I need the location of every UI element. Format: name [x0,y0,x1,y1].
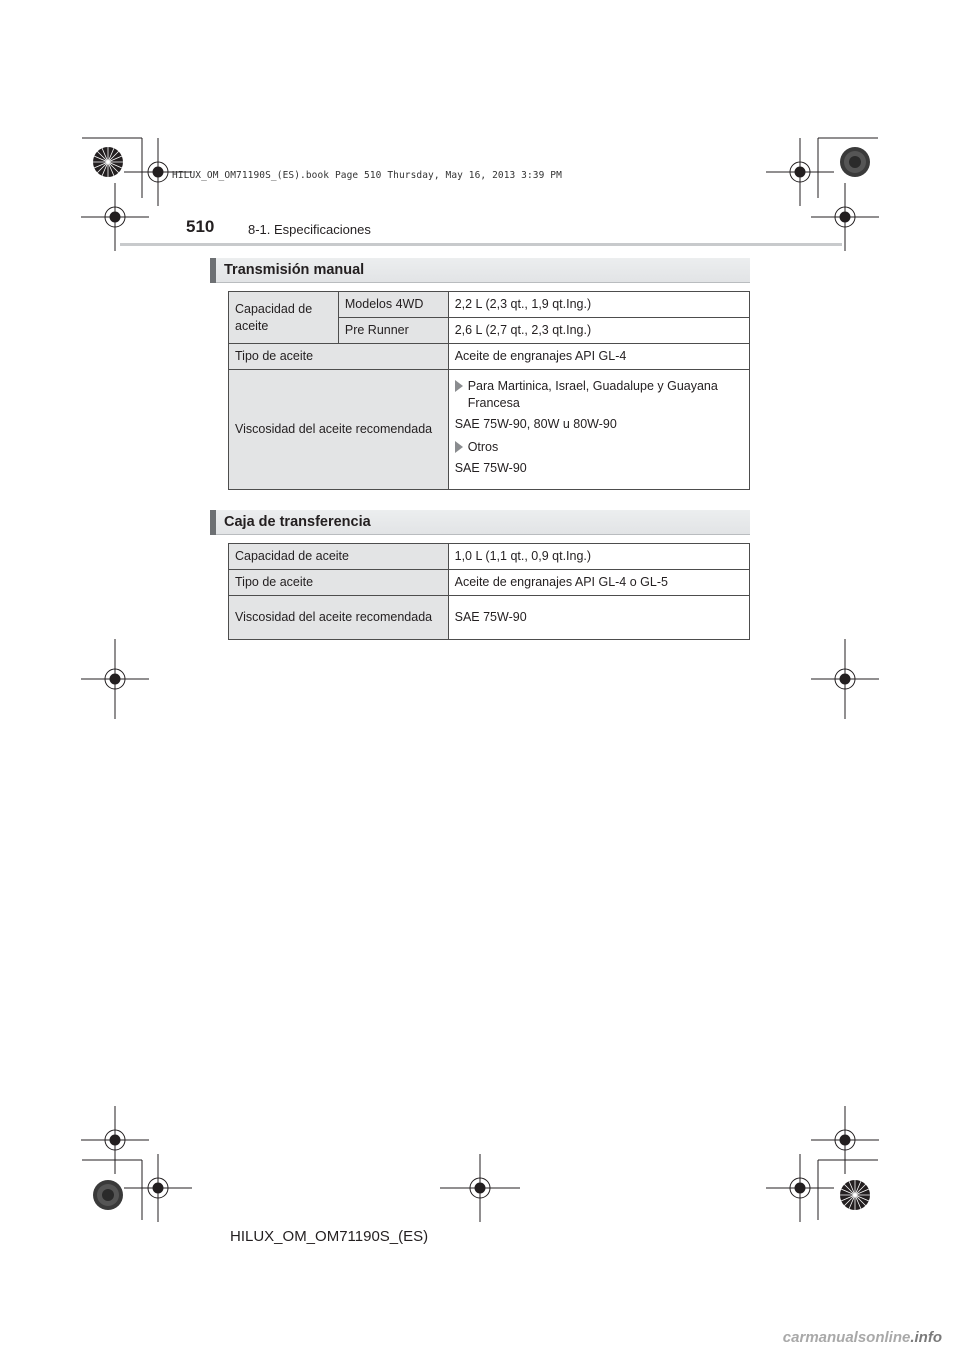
transfer-case-table [228,543,750,640]
starburst-icon [840,1180,870,1210]
crosshair-icon [766,138,834,206]
section-title: Transmisión manual [224,262,365,278]
crosshair-icon [81,639,149,719]
viscosity-value: SAE 75W-90 [448,596,749,640]
starburst-icon [93,1180,123,1210]
crosshair-icon [766,1154,834,1222]
crosshair-icon [811,1106,879,1174]
crosshair-icon [811,639,879,719]
model-4wd-label: Modelos 4WD [338,292,448,318]
section-heading-transfer-case [210,510,750,535]
table-row [229,344,750,370]
triangle-bullet-icon [455,380,463,392]
bullet-item [455,439,743,456]
watermark-brand: carmanualsonline [782,1329,911,1346]
oil-type-value: Aceite de engranajes API GL-4 o GL-5 [448,570,749,596]
oil-type-label: Tipo de aceite [229,344,449,370]
triangle-bullet-icon [455,441,463,453]
bullet-text: Para Martinica, Israel, Guadalupe y Guayana Francesa [467,379,718,410]
crosshair-icon [124,1154,192,1222]
capacity-value: 1,0 L (1,1 qt., 0,9 qt.Ing.) [448,544,749,570]
watermark-tld: .info [910,1329,942,1346]
viscosity-cell [448,370,749,490]
bullet-item [455,378,743,412]
crosshair-icon [81,1106,149,1174]
model-prerunner-value: 2,6 L (2,7 qt., 2,3 qt.Ing.) [448,318,749,344]
crosshair-icon [811,183,879,251]
section-title: Caja de transferencia [224,514,371,530]
table-row [229,292,750,318]
page-number: 510 [186,217,215,236]
starburst-icon [93,147,123,177]
model-4wd-value: 2,2 L (2,3 qt., 1,9 qt.Ing.) [448,292,749,318]
manual-transmission-table [228,291,750,490]
starburst-icon [840,147,870,177]
crosshair-icon [440,1154,520,1222]
table-row [229,370,750,490]
viscosity-value: SAE 75W-90, 80W u 80W-90 [454,417,617,431]
section-path: 8-1. Especificaciones [248,222,371,237]
viscosity-value: SAE 75W-90 [454,461,527,475]
viscosity-label: Viscosidad del aceite recomendada [229,596,449,640]
model-prerunner-label: Pre Runner [338,318,448,344]
print-info: HILUX_OM_OM71190S_(ES).book Page 510 Thursday, May 16, 2013 3:39 PM [172,170,562,181]
watermark-logo [783,1329,942,1346]
section-heading-manual-transmission [210,258,750,283]
capacity-label: Capacidad de aceite [229,292,339,344]
header-rule [120,243,842,246]
heading-bar [210,258,216,283]
table-row [229,596,750,640]
oil-type-label: Tipo de aceite [229,570,449,596]
manual-code: HILUX_OM_OM71190S_(ES) [230,1228,429,1245]
viscosity-label: Viscosidad del aceite recomendada [229,370,449,490]
oil-type-value: Aceite de engranajes API GL-4 [448,344,749,370]
capacity-label: Capacidad de aceite [229,544,449,570]
table-row [229,544,750,570]
heading-bar [210,510,216,535]
table-row [229,570,750,596]
crosshair-icon [81,183,149,251]
bullet-text: Otros [467,440,499,454]
